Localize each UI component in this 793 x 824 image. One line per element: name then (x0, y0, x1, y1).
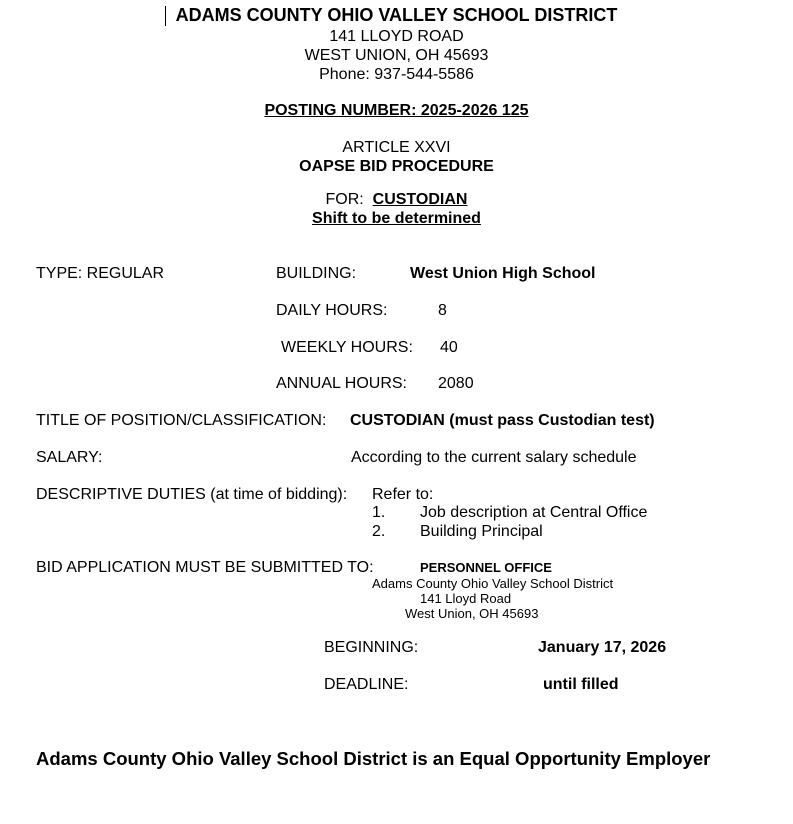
equal-opportunity-statement: Adams County Ohio Valley School District is an Equal Opportunity Employer (36, 748, 711, 769)
salary-label: SALARY: (36, 449, 103, 466)
for-value: CUSTODIAN (372, 191, 468, 208)
deadline-value: until filled (543, 676, 619, 693)
deadline-label: DEADLINE: (324, 676, 409, 693)
list-item-number: 2. (372, 523, 386, 540)
personnel-office: PERSONNEL OFFICE (420, 560, 552, 575)
annual-hours-value: 2080 (438, 375, 474, 392)
submission-district: Adams County Ohio Valley School District (372, 576, 614, 591)
duties-intro: Refer to: (372, 486, 434, 503)
title-value: CUSTODIAN (must pass Custodian test) (350, 412, 655, 429)
submit-to-label: BID APPLICATION MUST BE SUBMITTED TO: (36, 559, 374, 576)
submission-city: West Union, OH 45693 (405, 606, 539, 621)
salary-value: According to the current salary schedule (351, 449, 637, 466)
address-line-2: WEST UNION, OH 45693 (304, 47, 489, 64)
building-value: West Union High School (410, 265, 596, 282)
bid-procedure: OAPSE BID PROCEDURE (299, 158, 494, 175)
annual-hours-label: ANNUAL HOURS: (276, 375, 407, 392)
weekly-hours-value: 40 (440, 339, 458, 356)
address-line-1: 141 LLOYD ROAD (329, 28, 464, 45)
submission-street: 141 Lloyd Road (420, 591, 512, 606)
building-label: BUILDING: (276, 265, 357, 282)
title-label: TITLE OF POSITION/CLASSIFICATION: (36, 412, 327, 429)
position-type: TYPE: REGULAR (36, 265, 165, 282)
list-item-number: 1. (372, 504, 386, 521)
position-for (0, 190, 793, 209)
posting-number: POSTING NUMBER: 2025-2026 125 (264, 102, 529, 119)
daily-hours-value: 8 (438, 302, 447, 319)
shift-note: Shift to be determined (312, 210, 481, 227)
weekly-hours-label: WEEKLY HOURS: (281, 339, 413, 356)
for-label: FOR: (325, 191, 364, 208)
daily-hours-label: DAILY HOURS: (276, 302, 388, 319)
phone-number: Phone: 937-544-5586 (319, 66, 474, 83)
list-item: Job description at Central Office (420, 504, 648, 521)
district-name: ADAMS COUNTY OHIO VALLEY SCHOOL DISTRICT (175, 5, 618, 25)
article-number: ARTICLE XXVI (342, 139, 451, 156)
beginning-date: January 17, 2026 (538, 639, 667, 656)
list-item: Building Principal (420, 523, 543, 540)
duties-label: DESCRIPTIVE DUTIES (at time of bidding): (36, 486, 348, 503)
beginning-label: BEGINNING: (324, 639, 419, 656)
